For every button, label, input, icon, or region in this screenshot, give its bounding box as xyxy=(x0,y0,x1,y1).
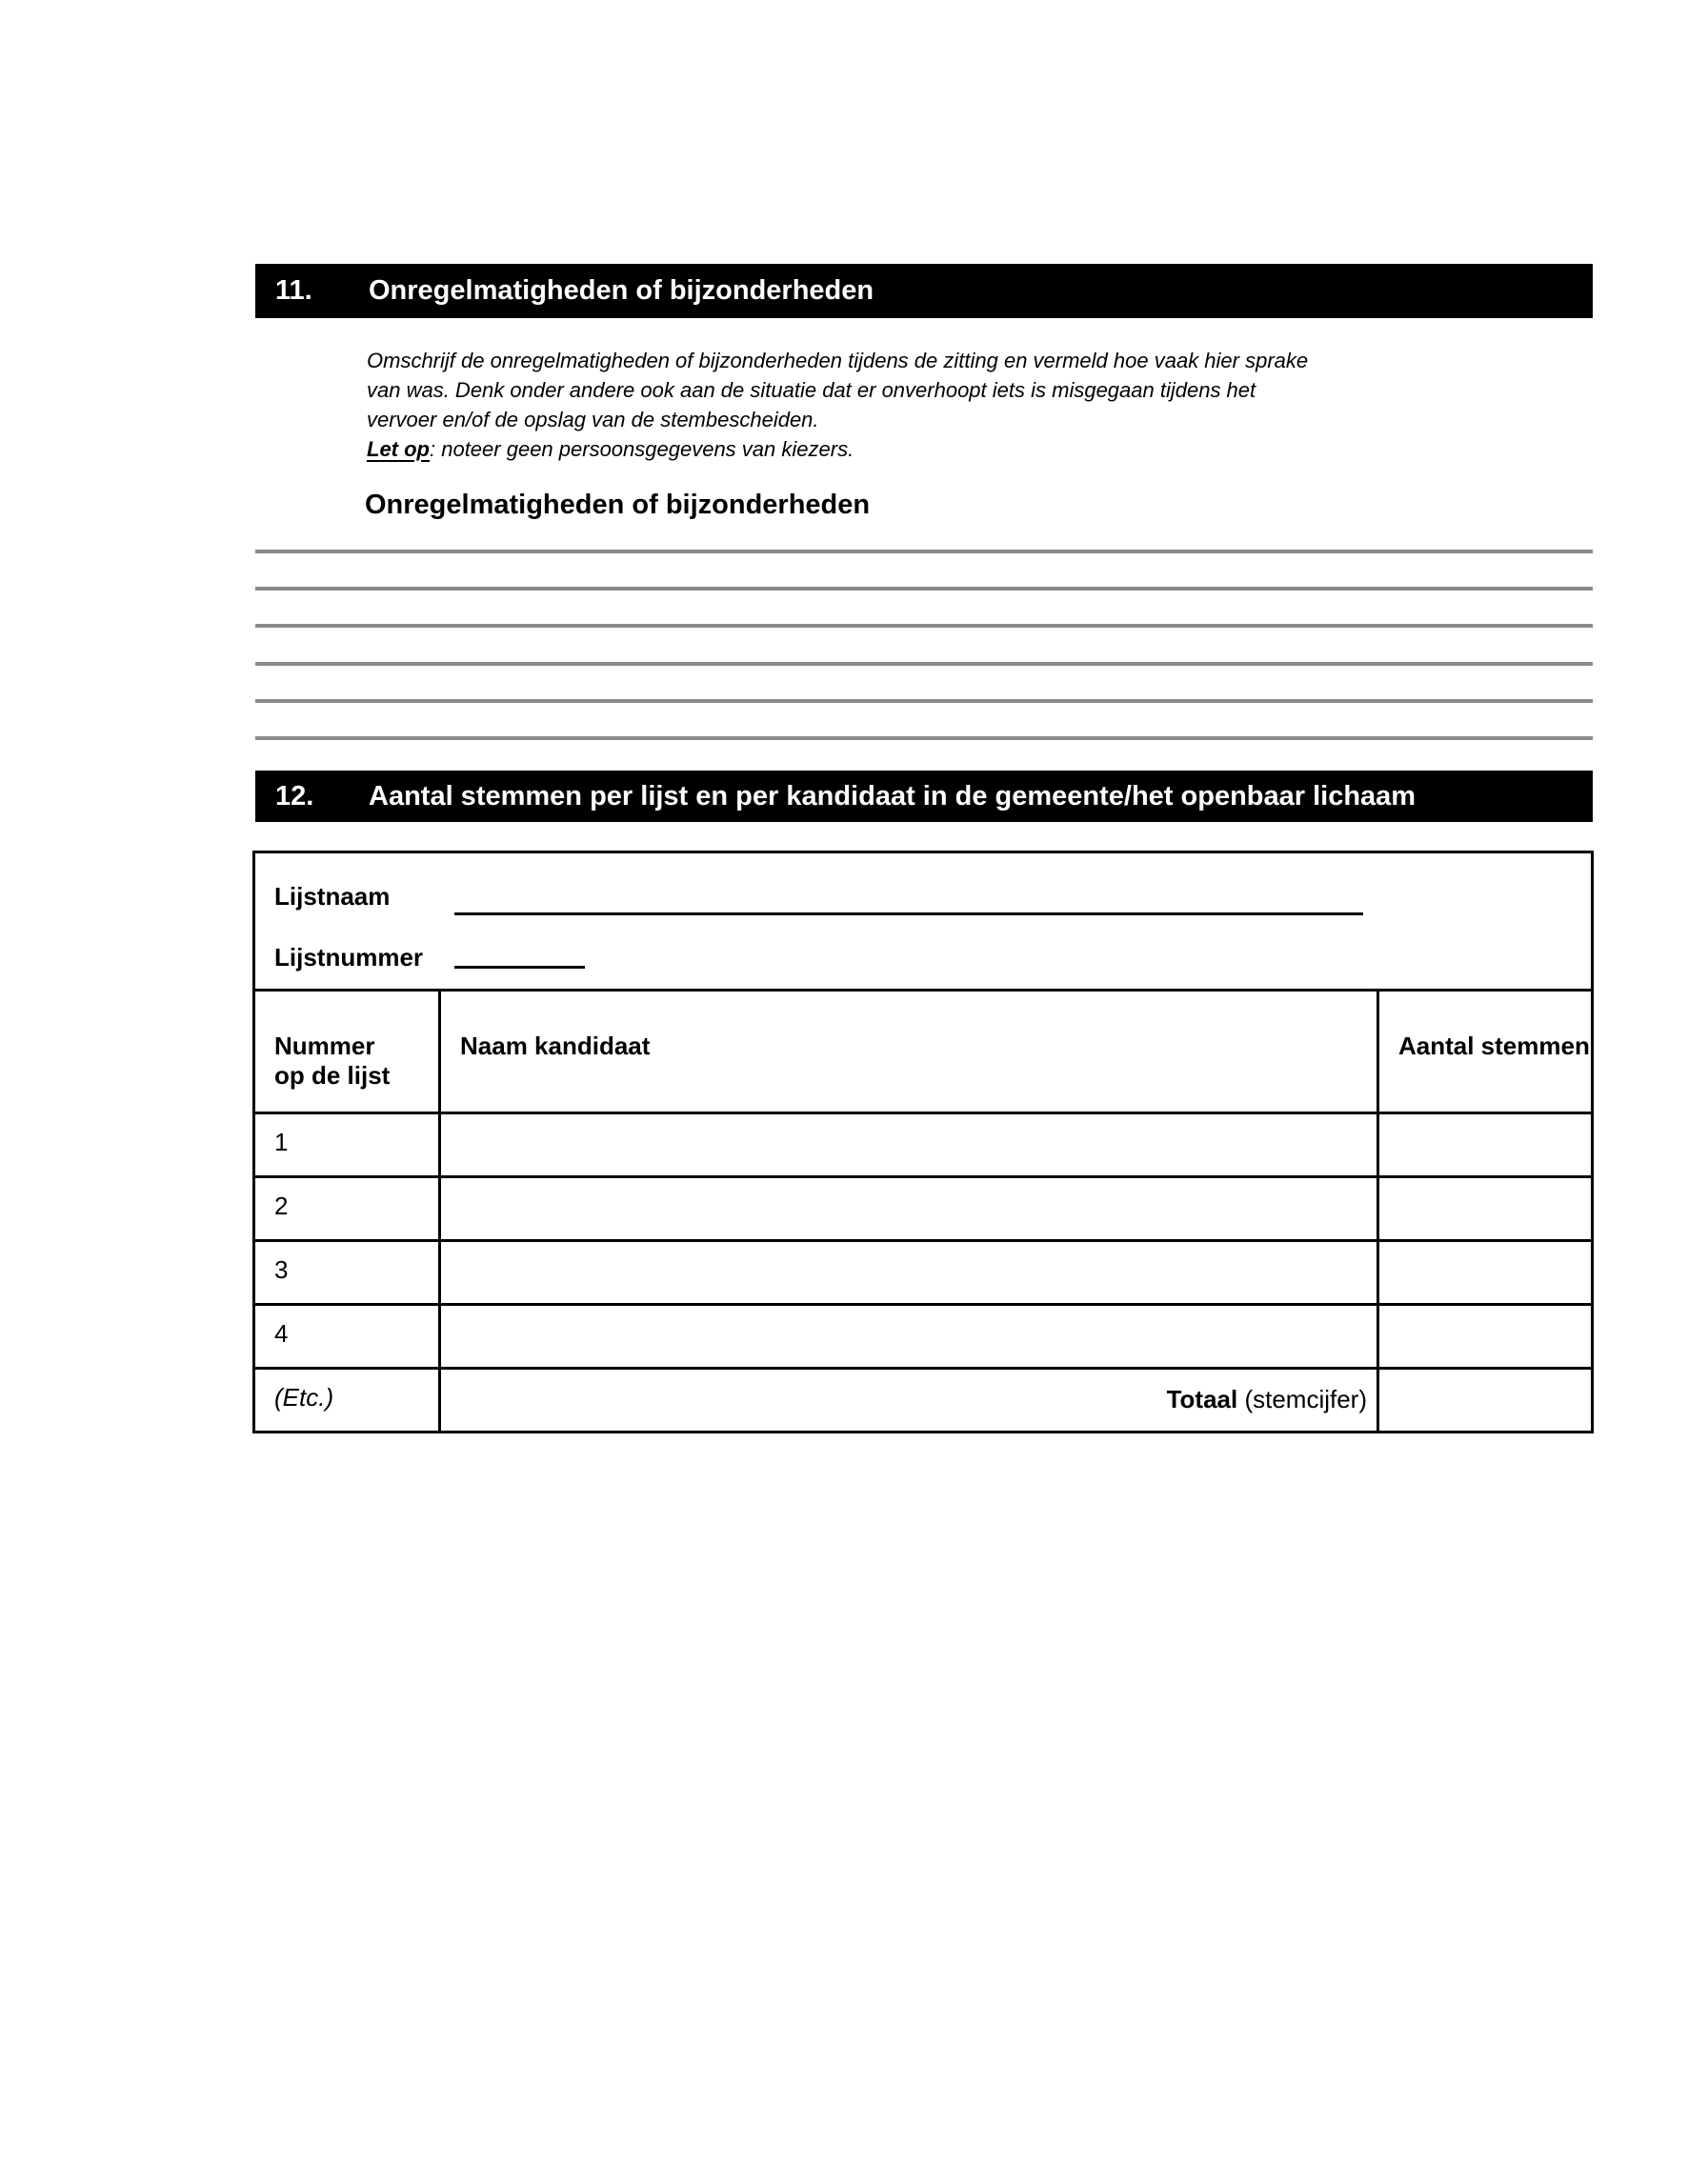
column-header-number-on-list: Nummer op de lijst xyxy=(274,1032,391,1090)
instruction-line: van was. Denk onder andere ook aan de situatie dat er onverhoopt iets is misgegaan tijdens het xyxy=(367,378,1256,402)
answer-line[interactable] xyxy=(255,699,1593,703)
row-number: 2 xyxy=(274,1192,289,1220)
table-header-row xyxy=(255,989,1591,1112)
total-label-cell xyxy=(438,1370,1377,1431)
row-number: 1 xyxy=(274,1128,289,1156)
column-header-vote-count: Aantal stemmen xyxy=(1377,992,1591,1112)
instruction-note-line xyxy=(367,434,1308,464)
section-11-header-bar xyxy=(255,264,1593,318)
section-12-title: Aantal stemmen per lijst en per kandidaat in de gemeente/het openbaar lichaam xyxy=(369,780,1417,811)
list-number-label: Lijstnummer xyxy=(274,943,424,972)
total-label-bold: Totaal xyxy=(1166,1385,1238,1413)
answer-line[interactable] xyxy=(255,587,1593,591)
votes-per-list-table xyxy=(252,851,1594,1433)
vote-count-cell[interactable] xyxy=(1377,1306,1591,1367)
answer-line[interactable] xyxy=(255,662,1593,666)
table-row xyxy=(255,1303,1591,1367)
table-row xyxy=(255,1175,1591,1239)
total-vote-count-cell[interactable] xyxy=(1377,1370,1591,1431)
answer-line[interactable] xyxy=(255,624,1593,628)
row-number: 4 xyxy=(274,1319,289,1348)
table-row xyxy=(255,1112,1591,1175)
list-name-label: Lijstnaam xyxy=(274,882,391,911)
list-name-field[interactable] xyxy=(454,912,1363,915)
candidate-name-cell[interactable] xyxy=(438,1242,1377,1303)
row-number: 3 xyxy=(274,1255,289,1284)
note-text: : noteer geen persoonsgegevens van kiezers. xyxy=(430,437,854,461)
section-11-number: 11. xyxy=(275,275,312,306)
table-row-etc-total xyxy=(255,1367,1591,1431)
list-number-field[interactable] xyxy=(454,966,585,969)
vote-count-cell[interactable] xyxy=(1377,1242,1591,1303)
instruction-line: Omschrijf de onregelmatigheden of bijzonderheden tijdens de zitting en vermeld hoe vaak hier sprake xyxy=(367,349,1309,372)
note-label: Let op xyxy=(367,437,430,461)
section-11-title: Onregelmatigheden of bijzonderheden xyxy=(369,275,874,306)
list-info-box xyxy=(255,853,1591,989)
column-header-candidate-name: Naam kandidaat xyxy=(438,992,1377,1112)
vote-count-cell[interactable] xyxy=(1377,1114,1591,1175)
table-row xyxy=(255,1239,1591,1303)
section-11-subheading: Onregelmatigheden of bijzonderheden xyxy=(365,490,871,520)
total-label-regular: (stemcijfer) xyxy=(1237,1385,1367,1413)
instruction-line: vervoer en/of de opslag van de stembescheiden. xyxy=(367,408,819,431)
candidate-name-cell[interactable] xyxy=(438,1114,1377,1175)
section-12-header-bar xyxy=(255,771,1593,822)
row-number-etc: (Etc.) xyxy=(274,1383,334,1412)
candidate-name-cell[interactable] xyxy=(438,1178,1377,1239)
answer-line[interactable] xyxy=(255,550,1593,553)
irregularities-answer-area[interactable] xyxy=(255,550,1593,744)
candidate-name-cell[interactable] xyxy=(438,1306,1377,1367)
section-12-number: 12. xyxy=(275,780,314,811)
answer-line[interactable] xyxy=(255,736,1593,740)
section-11-instructions xyxy=(367,346,1308,464)
vote-count-cell[interactable] xyxy=(1377,1178,1591,1239)
